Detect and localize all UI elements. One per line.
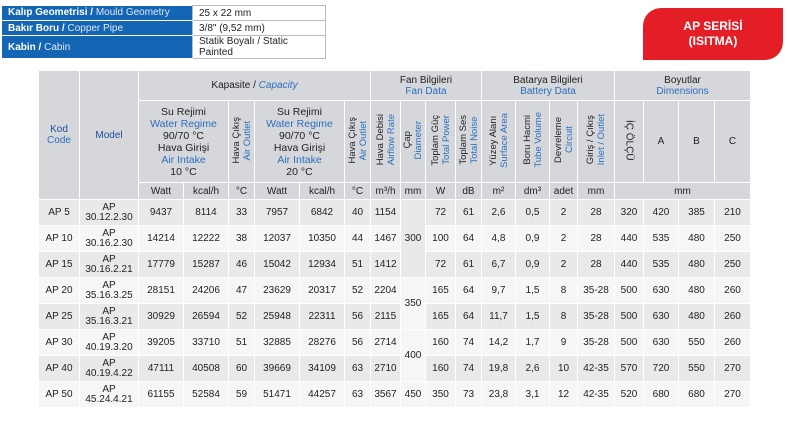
cell-cap: 300 (401, 200, 426, 278)
group-header-row (39, 71, 751, 101)
cell-t1: 38 (229, 226, 255, 252)
spec-row (2, 21, 326, 36)
cell-a: 720 (644, 356, 679, 382)
cell-cap: 400 (401, 330, 426, 382)
cell-w2: 15042 (255, 252, 300, 278)
model-prefix: AP (102, 305, 116, 317)
hacim-header: Boru Hacmi Tube Volume (516, 101, 550, 183)
cell-k2: 44257 (300, 382, 345, 408)
ic-olcu-header: İÇ ÖLÇÜ (615, 101, 644, 183)
cell-a: 630 (644, 304, 679, 330)
cell-kod: AP 5 (39, 200, 80, 226)
cell-ic: 500 (615, 278, 644, 304)
cell-k2: 20317 (300, 278, 345, 304)
cell-kod: AP 30 (39, 330, 80, 356)
cell-ic: 500 (615, 304, 644, 330)
product-table (38, 70, 751, 408)
cell-c: 260 (715, 278, 751, 304)
cell-debi: 2714 (371, 330, 401, 356)
cell-k1: 12222 (184, 226, 229, 252)
cell-giris: 28 (578, 200, 615, 226)
cell-giris: 35-28 (578, 330, 615, 356)
cell-w2: 25948 (255, 304, 300, 330)
spec-row (2, 36, 326, 59)
column-header-row (39, 101, 751, 183)
unit-cell: kcal/h (300, 183, 345, 200)
series-badge (643, 8, 783, 60)
cell-a: 680 (644, 382, 679, 408)
cell-kod: AP 25 (39, 304, 80, 330)
debi-header: Hava Debisi Airflow Rate (371, 101, 401, 183)
cell-a: 420 (644, 200, 679, 226)
cell-guc: 72 (426, 200, 456, 226)
cell-yuzey: 2,6 (482, 200, 516, 226)
cell-devre: 2 (550, 226, 578, 252)
cell-giris: 35-28 (578, 304, 615, 330)
cell-c: 270 (715, 356, 751, 382)
cell-ses: 74 (456, 356, 482, 382)
cell-k1: 24206 (184, 278, 229, 304)
cell-w1: 39205 (139, 330, 184, 356)
cell-t2: 40 (345, 200, 371, 226)
cell-k1: 33710 (184, 330, 229, 356)
spec-key: Kalıp Geometrisi / Mould Geometry (2, 6, 193, 21)
cell-kod: AP 50 (39, 382, 80, 408)
cell-b: 480 (679, 278, 715, 304)
cell-hacim: 1,5 (516, 278, 550, 304)
cell-hacim: 0,9 (516, 226, 550, 252)
cell-b: 480 (679, 226, 715, 252)
kod-header: Kod Code (39, 71, 80, 200)
cell-c: 260 (715, 330, 751, 356)
cell-giris: 35-28 (578, 278, 615, 304)
cell-kod: AP 20 (39, 278, 80, 304)
batarya-header: Batarya Bilgileri Battery Data (482, 71, 615, 101)
cell-ses: 64 (456, 226, 482, 252)
cell-t2: 56 (345, 330, 371, 356)
cell-ic: 570 (615, 356, 644, 382)
cell-model (80, 330, 139, 356)
cell-w1: 61155 (139, 382, 184, 408)
cell-ses: 61 (456, 252, 482, 278)
cell-t1: 33 (229, 200, 255, 226)
cell-kod: AP 15 (39, 252, 80, 278)
cell-devre: 2 (550, 200, 578, 226)
cell-a: 630 (644, 278, 679, 304)
cell-w1: 14214 (139, 226, 184, 252)
model-prefix: AP (102, 279, 116, 291)
cell-model (80, 304, 139, 330)
cell-devre: 12 (550, 382, 578, 408)
cap-header: Çap Diameter (401, 101, 426, 183)
cell-k1: 8114 (184, 200, 229, 226)
model-code: 30.16.2.21 (85, 263, 133, 275)
unit-cell: m³/h (371, 183, 401, 200)
su-rejimi-1-header: Su Rejimi Water Regime 90/70 °C Hava Girişi Air Intake 10 °C (139, 101, 229, 183)
cell-guc: 165 (426, 278, 456, 304)
model-prefix: AP (102, 331, 116, 343)
model-code: 40.19.3.20 (85, 341, 133, 353)
model-prefix: AP (102, 253, 116, 265)
cell-guc: 350 (426, 382, 456, 408)
cell-debi: 2204 (371, 278, 401, 304)
hava-cikis-2-header: Hava Çıkış Air Outlet (345, 101, 371, 183)
table-row (39, 382, 751, 408)
cell-t1: 51 (229, 330, 255, 356)
model-prefix: AP (102, 383, 116, 395)
cell-yuzey: 4,8 (482, 226, 516, 252)
cell-yuzey: 11,7 (482, 304, 516, 330)
cell-t1: 52 (229, 304, 255, 330)
cell-c: 260 (715, 304, 751, 330)
table-row (39, 278, 751, 304)
cell-w2: 23629 (255, 278, 300, 304)
cell-t1: 46 (229, 252, 255, 278)
yuzey-header: Yüzey Alanı Surface Area (482, 101, 516, 183)
cell-hacim: 3,1 (516, 382, 550, 408)
cell-guc: 100 (426, 226, 456, 252)
cell-c: 250 (715, 252, 751, 278)
unit-cell: mm (578, 183, 615, 200)
fan-header: Fan Bilgileri Fan Data (371, 71, 482, 101)
cell-yuzey: 23,8 (482, 382, 516, 408)
cell-b: 385 (679, 200, 715, 226)
cell-yuzey: 14,2 (482, 330, 516, 356)
cell-guc: 160 (426, 356, 456, 382)
cell-devre: 2 (550, 252, 578, 278)
unit-cell: Watt (139, 183, 184, 200)
cell-w2: 32885 (255, 330, 300, 356)
cell-hacim: 2,6 (516, 356, 550, 382)
cell-a: 630 (644, 330, 679, 356)
unit-cell: Watt (255, 183, 300, 200)
cell-hacim: 1,7 (516, 330, 550, 356)
cell-b: 480 (679, 252, 715, 278)
kapasite-header: Kapasite / Capacity (139, 71, 371, 101)
spec-row (2, 6, 326, 21)
unit-cell: mm (401, 183, 426, 200)
cell-w1: 9437 (139, 200, 184, 226)
cell-k1: 26594 (184, 304, 229, 330)
cell-giris: 28 (578, 252, 615, 278)
spec-value: 25 x 22 mm (193, 6, 326, 21)
badge-subtitle: (ISITMA) (688, 34, 738, 48)
cell-t2: 51 (345, 252, 371, 278)
model-code: 35.16.3.25 (85, 289, 133, 301)
cell-k2: 34109 (300, 356, 345, 382)
cell-guc: 72 (426, 252, 456, 278)
cell-giris: 42-35 (578, 382, 615, 408)
cell-cap: 450 (401, 382, 426, 408)
a-header: A (644, 101, 679, 183)
cell-b: 550 (679, 330, 715, 356)
cell-t1: 47 (229, 278, 255, 304)
badge-title: AP SERİSİ (683, 19, 743, 33)
cell-devre: 8 (550, 304, 578, 330)
cell-a: 535 (644, 226, 679, 252)
cell-hacim: 1,5 (516, 304, 550, 330)
table-row (39, 356, 751, 382)
cell-b: 680 (679, 382, 715, 408)
ses-header: Toplam Ses Total Noise (456, 101, 482, 183)
model-prefix: AP (102, 201, 116, 213)
cell-devre: 9 (550, 330, 578, 356)
cell-kod: AP 40 (39, 356, 80, 382)
cell-k1: 15287 (184, 252, 229, 278)
hava-cikis-1-header: Hava Çıkış Air Outlet (229, 101, 255, 183)
cell-ses: 74 (456, 330, 482, 356)
cell-guc: 165 (426, 304, 456, 330)
cell-ses: 73 (456, 382, 482, 408)
unit-cell: W (426, 183, 456, 200)
cell-model (80, 356, 139, 382)
cell-w2: 39669 (255, 356, 300, 382)
cell-model (80, 226, 139, 252)
model-code: 30.16.2.30 (85, 237, 133, 249)
cell-ic: 440 (615, 226, 644, 252)
cell-debi: 1467 (371, 226, 401, 252)
su-rejimi-2-header: Su Rejimi Water Regime 90/70 °C Hava Girişi Air Intake 20 °C (255, 101, 345, 183)
cell-giris: 42-35 (578, 356, 615, 382)
cell-c: 210 (715, 200, 751, 226)
cell-w2: 12037 (255, 226, 300, 252)
giris-header: Giriş / Çıkış Inlet / Outlet (578, 101, 615, 183)
cell-ic: 520 (615, 382, 644, 408)
model-header: Model (80, 71, 139, 200)
cell-t1: 59 (229, 382, 255, 408)
cell-cap: 350 (401, 278, 426, 330)
unit-cell: °C (229, 183, 255, 200)
cell-t2: 56 (345, 304, 371, 330)
spec-value: Statik Boyalı / Static Painted (193, 36, 326, 59)
cell-k1: 40508 (184, 356, 229, 382)
cell-t2: 52 (345, 278, 371, 304)
cell-debi: 1154 (371, 200, 401, 226)
unit-row (39, 183, 751, 200)
cell-devre: 10 (550, 356, 578, 382)
table-row (39, 304, 751, 330)
cell-debi: 2115 (371, 304, 401, 330)
cell-t2: 63 (345, 356, 371, 382)
cell-ses: 64 (456, 304, 482, 330)
cell-debi: 2710 (371, 356, 401, 382)
model-prefix: AP (102, 227, 116, 239)
boyutlar-header: Boyutlar Dimensions (615, 71, 751, 101)
unit-cell: °C (345, 183, 371, 200)
cell-model (80, 278, 139, 304)
spec-value: 3/8" (9,52 mm) (193, 21, 326, 36)
cell-yuzey: 6,7 (482, 252, 516, 278)
cell-ic: 440 (615, 252, 644, 278)
model-code: 30.12.2.30 (85, 211, 133, 223)
cell-giris: 28 (578, 226, 615, 252)
cell-b: 480 (679, 304, 715, 330)
model-code: 45.24.4.21 (85, 393, 133, 405)
cell-w1: 30929 (139, 304, 184, 330)
spec-key: Bakır Boru / Copper Pipe (2, 21, 193, 36)
cell-t1: 60 (229, 356, 255, 382)
cell-ic: 320 (615, 200, 644, 226)
cell-w2: 7957 (255, 200, 300, 226)
unit-cell: dB (456, 183, 482, 200)
cell-ic: 500 (615, 330, 644, 356)
model-code: 40.19.4.22 (85, 367, 133, 379)
cell-k2: 28276 (300, 330, 345, 356)
guc-header: Toplam Güç Total Power (426, 101, 456, 183)
spec-table (2, 5, 326, 59)
cell-yuzey: 19,8 (482, 356, 516, 382)
cell-k1: 52584 (184, 382, 229, 408)
cell-t2: 63 (345, 382, 371, 408)
cell-guc: 160 (426, 330, 456, 356)
cell-k2: 6842 (300, 200, 345, 226)
cell-w1: 47111 (139, 356, 184, 382)
unit-cell: adet (550, 183, 578, 200)
cell-ses: 64 (456, 278, 482, 304)
model-prefix: AP (102, 357, 116, 369)
cell-kod: AP 10 (39, 226, 80, 252)
unit-cell: mm (615, 183, 751, 200)
cell-yuzey: 9,7 (482, 278, 516, 304)
cell-ses: 61 (456, 200, 482, 226)
unit-cell: m² (482, 183, 516, 200)
cell-a: 535 (644, 252, 679, 278)
cell-model (80, 200, 139, 226)
cell-w2: 51471 (255, 382, 300, 408)
cell-c: 270 (715, 382, 751, 408)
c-header: C (715, 101, 751, 183)
cell-b: 550 (679, 356, 715, 382)
cell-hacim: 0,9 (516, 252, 550, 278)
spec-key: Kabin / Cabin (2, 36, 193, 59)
cell-w1: 28151 (139, 278, 184, 304)
table-row (39, 200, 751, 226)
unit-cell: kcal/h (184, 183, 229, 200)
cell-model (80, 382, 139, 408)
table-row (39, 226, 751, 252)
cell-k2: 10350 (300, 226, 345, 252)
cell-debi: 1412 (371, 252, 401, 278)
devre-header: Devreleme Circuit (550, 101, 578, 183)
cell-model (80, 252, 139, 278)
cell-c: 250 (715, 226, 751, 252)
table-row (39, 252, 751, 278)
table-row (39, 330, 751, 356)
cell-w1: 17779 (139, 252, 184, 278)
model-code: 35.16.3.21 (85, 315, 133, 327)
cell-k2: 12934 (300, 252, 345, 278)
unit-cell: dm³ (516, 183, 550, 200)
cell-k2: 22311 (300, 304, 345, 330)
cell-debi: 3567 (371, 382, 401, 408)
cell-hacim: 0,5 (516, 200, 550, 226)
b-header: B (679, 101, 715, 183)
cell-t2: 44 (345, 226, 371, 252)
cell-devre: 8 (550, 278, 578, 304)
